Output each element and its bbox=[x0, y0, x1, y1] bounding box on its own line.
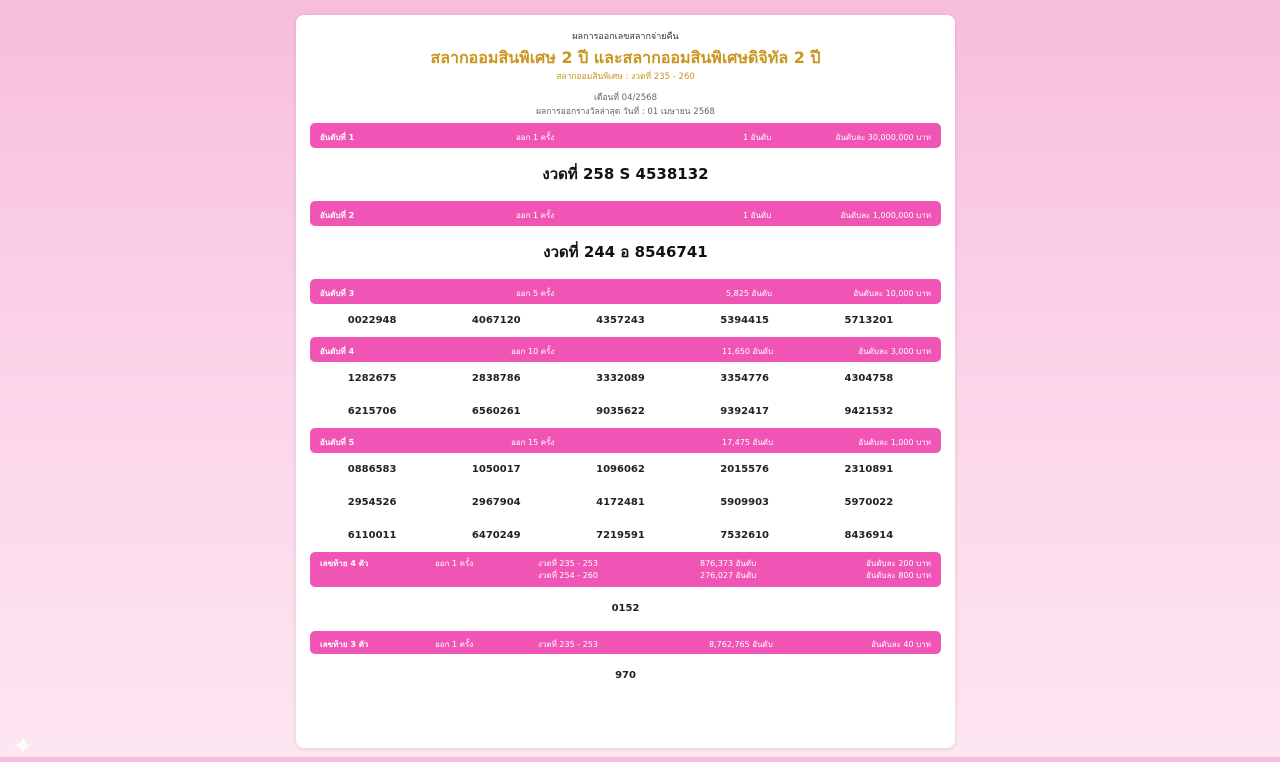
last4-count-2: 276,027 อันดับ bbox=[700, 571, 757, 580]
prize-rank: อันดับที่ 3 bbox=[320, 289, 355, 298]
prize-5-numbers-row bbox=[310, 453, 941, 486]
winning-number: 6110011 bbox=[347, 530, 397, 541]
winning-number: 0886583 bbox=[347, 464, 397, 475]
prize-times: ออก 10 ครั้ง bbox=[511, 347, 555, 356]
winning-number: 7532610 bbox=[720, 530, 770, 541]
winning-number: 0022948 bbox=[347, 315, 397, 326]
winning-number: 2310891 bbox=[844, 464, 894, 475]
last3-amount: อันดับละ 40 บาท bbox=[871, 640, 931, 649]
last4-header bbox=[310, 552, 941, 587]
winning-number: 9035622 bbox=[596, 406, 645, 417]
prize-amount: อันดับละ 3,000 บาท bbox=[858, 347, 931, 356]
winning-number: 8436914 bbox=[844, 530, 894, 541]
winning-number: 2015576 bbox=[720, 464, 770, 475]
last4-count-1: 876,373 อันดับ bbox=[700, 559, 757, 568]
prize-times: ออก 1 ครั้ง bbox=[516, 133, 555, 142]
prize-2-header bbox=[310, 201, 941, 226]
winning-number: 1096062 bbox=[596, 464, 645, 475]
prize-5-header bbox=[310, 428, 941, 453]
winning-number: 1050017 bbox=[471, 464, 521, 475]
last4-amount-2: อันดับละ 800 บาท bbox=[866, 571, 931, 580]
results-card bbox=[296, 15, 955, 748]
winning-number: 4357243 bbox=[596, 315, 645, 326]
prize-count: 5,825 อันดับ bbox=[726, 289, 772, 298]
winning-number: 4304758 bbox=[844, 373, 894, 384]
last3-period: งวดที่ 235 - 253 bbox=[538, 640, 598, 649]
last4-times: ออก 1 ครั้ง bbox=[435, 559, 474, 568]
winning-number: 5909903 bbox=[720, 497, 770, 508]
winning-number: 3332089 bbox=[596, 373, 645, 384]
page-subtitle: สลากออมสินพิเศษ : งวดที่ 235 - 260 bbox=[556, 72, 695, 82]
prize-times: ออก 5 ครั้ง bbox=[516, 289, 555, 298]
winning-number: 5394415 bbox=[720, 315, 770, 326]
winning-number: 5713201 bbox=[844, 315, 894, 326]
prize-rank: อันดับที่ 4 bbox=[320, 347, 355, 356]
last4-number: 0152 bbox=[611, 603, 640, 614]
prize-5-numbers-row bbox=[310, 486, 941, 519]
prize-count: 1 อันดับ bbox=[743, 133, 772, 142]
prize-times: ออก 1 ครั้ง bbox=[516, 211, 555, 220]
prize-count: 17,475 อันดับ bbox=[722, 438, 774, 447]
last3-label: เลขท้าย 3 ตัว bbox=[320, 640, 369, 649]
winning-number: 5970022 bbox=[844, 497, 894, 508]
winning-number: 1282675 bbox=[347, 373, 397, 384]
prize-rank: อันดับที่ 1 bbox=[320, 133, 355, 142]
prize-1-number: งวดที่ 258 S 4538132 bbox=[542, 165, 709, 183]
last4-label: เลขท้าย 4 ตัว bbox=[320, 559, 369, 568]
last3-number: 970 bbox=[615, 670, 636, 681]
prize-rank: อันดับที่ 5 bbox=[320, 438, 355, 447]
prize-4-header bbox=[310, 337, 941, 362]
month-label: เดือนที่ 04/2568 bbox=[594, 93, 657, 103]
winning-number: 6470249 bbox=[471, 530, 521, 541]
winning-number: 3354776 bbox=[720, 373, 770, 384]
prize-amount: อันดับละ 1,000,000 บาท bbox=[840, 211, 931, 220]
winning-number: 2967904 bbox=[471, 497, 521, 508]
prize-3-header bbox=[310, 279, 941, 304]
last4-amount-1: อันดับละ 200 บาท bbox=[866, 559, 931, 568]
winning-number: 4067120 bbox=[471, 315, 521, 326]
prize-3-numbers bbox=[310, 304, 941, 337]
last3-header bbox=[310, 631, 941, 654]
last3-count: 8,762,765 อันดับ bbox=[709, 640, 773, 649]
winning-number: 7219591 bbox=[596, 530, 645, 541]
winning-number: 6560261 bbox=[471, 406, 521, 417]
winning-number: 6215706 bbox=[347, 406, 397, 417]
winning-number: 9421532 bbox=[844, 406, 894, 417]
page-kicker: ผลการออกเลขสลากจ่ายคืน bbox=[572, 32, 679, 42]
prize-times: ออก 15 ครั้ง bbox=[511, 438, 555, 447]
last4-period-2: งวดที่ 254 - 260 bbox=[538, 571, 598, 580]
last4-period-1: งวดที่ 235 - 253 bbox=[538, 559, 598, 568]
winning-number: 2954526 bbox=[347, 497, 397, 508]
sparkle-icon: ✦ bbox=[12, 732, 34, 762]
prize-count: 1 อันดับ bbox=[743, 211, 772, 220]
prize-amount: อันดับละ 1,000 บาท bbox=[858, 438, 931, 447]
prize-4-numbers-row bbox=[310, 362, 941, 395]
prize-1-header bbox=[310, 123, 941, 148]
winning-number: 4172481 bbox=[596, 497, 645, 508]
prize-rank: อันดับที่ 2 bbox=[320, 211, 355, 220]
draw-date-label: ผลการออกรางวัลล่าสุด วันที่ : 01 เมษายน 2568 bbox=[536, 107, 715, 117]
prize-amount: อันดับละ 30,000,000 บาท bbox=[835, 133, 931, 142]
prize-5-numbers-row bbox=[310, 519, 941, 552]
prize-amount: อันดับละ 10,000 บาท bbox=[853, 289, 931, 298]
winning-number: 9392417 bbox=[720, 406, 770, 417]
last3-times: ออก 1 ครั้ง bbox=[435, 640, 474, 649]
prize-4-numbers-row bbox=[310, 395, 941, 428]
prize-2-number: งวดที่ 244 อ 8546741 bbox=[543, 243, 708, 261]
prize-count: 11,650 อันดับ bbox=[722, 347, 774, 356]
winning-number: 2838786 bbox=[471, 373, 521, 384]
page-title: สลากออมสินพิเศษ 2 ปี และสลากออมสินพิเศษดิจิทัล 2 ปี bbox=[430, 48, 821, 67]
